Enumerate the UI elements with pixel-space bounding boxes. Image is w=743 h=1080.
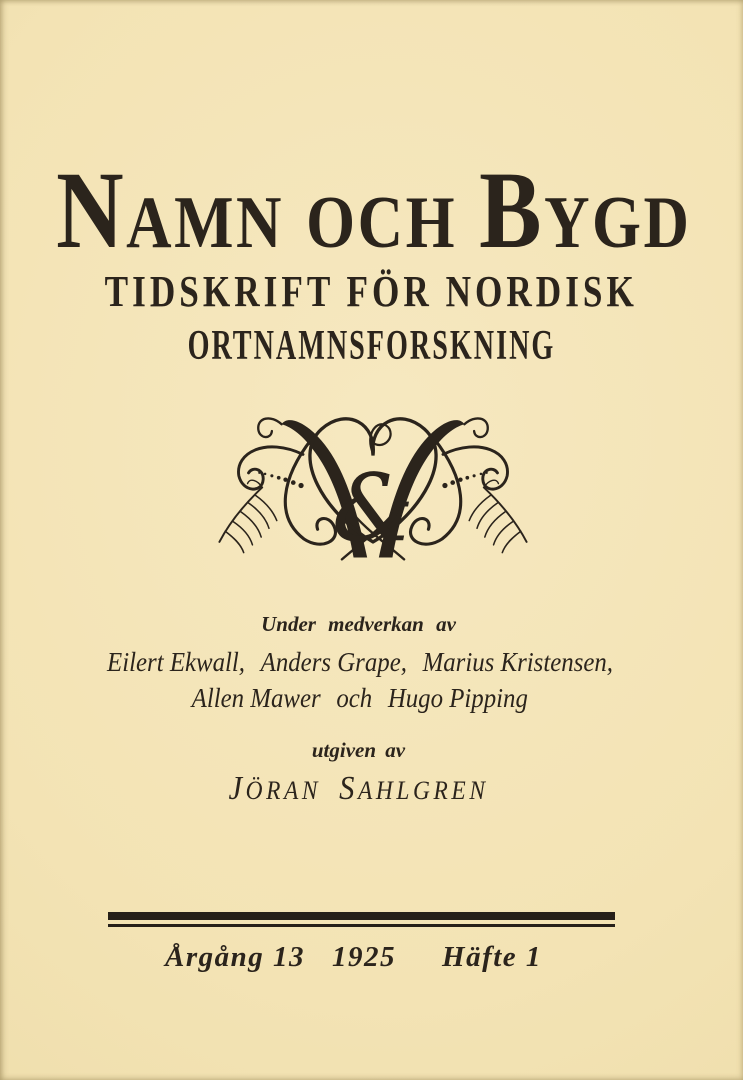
journal-subtitle-line-2 <box>0 322 743 370</box>
title-text: AMN <box>126 182 285 265</box>
nb-monogram-ornament <box>198 396 548 576</box>
volume-label: Årgång 13 <box>165 941 306 973</box>
subtitle-text: ORTNAMNSFORSKNING <box>187 323 556 369</box>
contributors-heading: Under medverkan av <box>261 612 456 636</box>
title-text: OCH <box>306 182 458 265</box>
contributor-name: Marius Kristensen, <box>422 647 613 677</box>
divider-rule-thin <box>108 924 615 927</box>
monogram-ampersand: & <box>331 453 415 562</box>
editor-text: ÖRAN <box>245 776 322 805</box>
year-label: 1925 <box>332 941 397 973</box>
subtitle-text: TIDSKRIFT FÖR NORDISK <box>104 267 639 316</box>
contributors-line-2 <box>0 683 743 714</box>
editor-name <box>0 771 730 813</box>
contributor-name: Allen Mawer <box>191 683 321 713</box>
title-text: YGD <box>544 182 692 265</box>
imprint-line <box>165 941 542 974</box>
publisher-heading: utgiven av <box>311 738 406 762</box>
contributor-name: Anders Grape, <box>260 647 407 677</box>
title-initial: B <box>479 149 545 272</box>
editor-initial: S <box>339 770 359 807</box>
divider-rule-thick <box>108 912 615 920</box>
contributor-name: Hugo Pipping <box>387 683 528 713</box>
contributors-line-1 <box>0 647 743 678</box>
contributor-name: Eilert Ekwall, <box>106 647 245 677</box>
editor-initial: J <box>228 770 246 807</box>
issue-label: Häfte 1 <box>442 941 542 973</box>
title-initial: N <box>56 149 127 272</box>
editor-text: AHLGREN <box>358 776 489 805</box>
journal-subtitle-line-1 <box>0 266 743 317</box>
conjunction-text: och <box>336 683 372 713</box>
